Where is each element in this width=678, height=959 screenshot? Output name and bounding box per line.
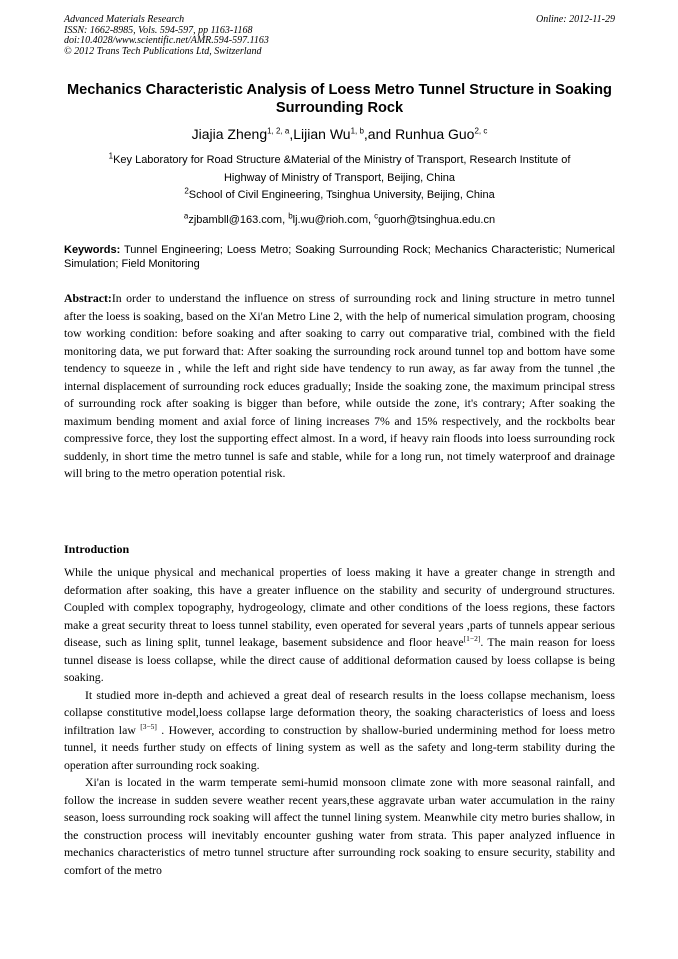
email-address: lj.wu@rioh.com,: [292, 214, 375, 226]
email-mark: b: [288, 211, 293, 221]
email-mark: c: [374, 211, 379, 221]
author-name: Runhua Guo: [395, 126, 475, 142]
affiliation-text: School of Civil Engineering, Tsinghua University, Beijing, China: [188, 189, 495, 201]
issn-line: ISSN: 1662-8985, Vols. 594-597, pp 1163-1168: [64, 24, 253, 36]
author-affiliation-mark: 1, 2, a: [267, 126, 290, 136]
keywords-text: Tunnel Engineering; Loess Metro; Soaking Surrounding Rock; Mechanics Characteristic; Numerical Simulation; Field Monitoring: [64, 244, 615, 270]
author-separator: ,: [289, 126, 294, 142]
abstract: [64, 290, 615, 483]
journal-header: [64, 15, 615, 57]
journal-name: Advanced Materials Research: [64, 14, 185, 25]
affiliation-2: [64, 187, 615, 205]
citation: [3−5]: [140, 721, 157, 731]
affiliation-1: [64, 152, 615, 170]
abstract-label: Abstract:: [64, 291, 112, 305]
citation: [1−2]: [463, 634, 481, 644]
affiliation-mark: 1: [108, 151, 114, 161]
paragraph-text: It studied more in-depth and achieved a great deal of research results in the loess collapse mechanism, loess collapse constitutive model,loess collapse large deformation theory, the soaking characteristics of loess and loess infiltration law: [64, 687, 615, 737]
author-affiliation-mark: 1, b: [350, 126, 364, 136]
section-heading: Introduction: [64, 542, 130, 556]
section-body: [64, 564, 615, 879]
paragraph-text: While the unique physical and mechanical properties of loess making it have a greater change in strength and deformation after soaking, this have a greater influence on the stability and security of underground structures. Coupled with complex topography, hydrogeology, climate and other conditions of the loess regions, these factors make a great security threat to loess tunnel stability, even operated for several years ,parts of tunnels appear serious disease, such as lining split, tunnel leakage, basement subsidence and floor heave: [64, 565, 615, 649]
paragraph: [64, 564, 615, 687]
affiliation-text: Key Laboratory for Road Structure &Material of the Ministry of Transport, Research Institute of: [113, 154, 571, 166]
paragraph: [64, 774, 615, 879]
author-emails: [64, 213, 615, 228]
affiliation-1-cont: Highway of Ministry of Transport, Beijing, China: [223, 171, 456, 184]
email-mark: a: [183, 211, 189, 221]
affiliation-mark: 2: [184, 186, 189, 196]
keywords: [64, 244, 615, 271]
paragraph-text: Xi'an is located in the warm temperate semi-humid monsoon climate zone with more seasonal rainfall, and follow the increase in sudden severe weather recent years,these aggravate urban water accumulation in the rainy season, loess surrounding rock soaking will affect the tunnel lining system. Meanwhile city metro buries shallow, in the construction process will inevitably encounter gushing water from strata. This paper analyzed influence in mechanics characteristics of metro tunnel structure after surrounding rock soaking to ensure security, stability and comfort of the metro: [64, 775, 615, 877]
author-affiliation-mark: 2, c: [474, 126, 488, 136]
email-address: guorh@tsinghua.edu.cn: [378, 214, 496, 226]
paragraph-text: . The main reason for loess tunnel disease is loess collapse, while the direct cause of additional deformation caused by loess collapse is being soaking.: [64, 635, 615, 684]
doi-line: doi:10.4028/www.scientific.net/AMR.594-597.1163: [64, 35, 269, 46]
author-name: Jiajia Zheng: [191, 126, 268, 142]
affiliations: [64, 152, 615, 205]
abstract-text: In order to understand the influence on stress of surrounding rock and lining structure in metro tunnel after the loess is soaking, based on the Xi'an Metro Line 2, with the help of numerical simulation program, choosing tow working condition: before soaking and after soaking to carry out comparative trial, combined with the field monitoring data, we put forward that: After soaking the surrounding rock around tunnel top and bottom have some tendency to squeeze in , while the left and right side have tendency to run away, as far away from the tunnel ,the internal displacement of surrounding rock educes gradually; Inside the soaking zone, the maximum principal stress of surrounding rock after soaking is bigger than before, while outside the zone, it's contrary; After soaking the maximum bending moment and axial force of lining increases 7% and 15% respectively, and the rockbolts bear compressive force, they lost the supporting effect almost. In a word, if heavy rain floods into loess surrounding rock suddenly, in short time the metro tunnel is safe and stable, while for a long run, not timely waterproof and drainage will bring to the metro operation potential risk.: [64, 291, 615, 480]
keywords-label: Keywords:: [64, 244, 121, 256]
online-date: Online: 2012-11-29: [536, 14, 615, 25]
paragraph: [64, 687, 615, 775]
paper-title: Mechanics Characteristic Analysis of Loess Metro Tunnel Structure in Soaking Surrounding Rock: [67, 82, 612, 116]
email-address: zjbambll@163.com,: [188, 214, 289, 226]
author-name: Lijian Wu: [293, 126, 351, 142]
author-list: [64, 125, 615, 143]
copyright-line: © 2012 Trans Tech Publications Ltd, Switzerland: [64, 45, 262, 57]
author-separator: ,and: [363, 126, 396, 142]
paragraph-text: . However, according to construction by shallow-buried undermining method for loess metro tunnel, it needs further study on effects of lining system as well as the safety and long-term stability during the operation after surrounding rock soaking.: [64, 722, 615, 772]
